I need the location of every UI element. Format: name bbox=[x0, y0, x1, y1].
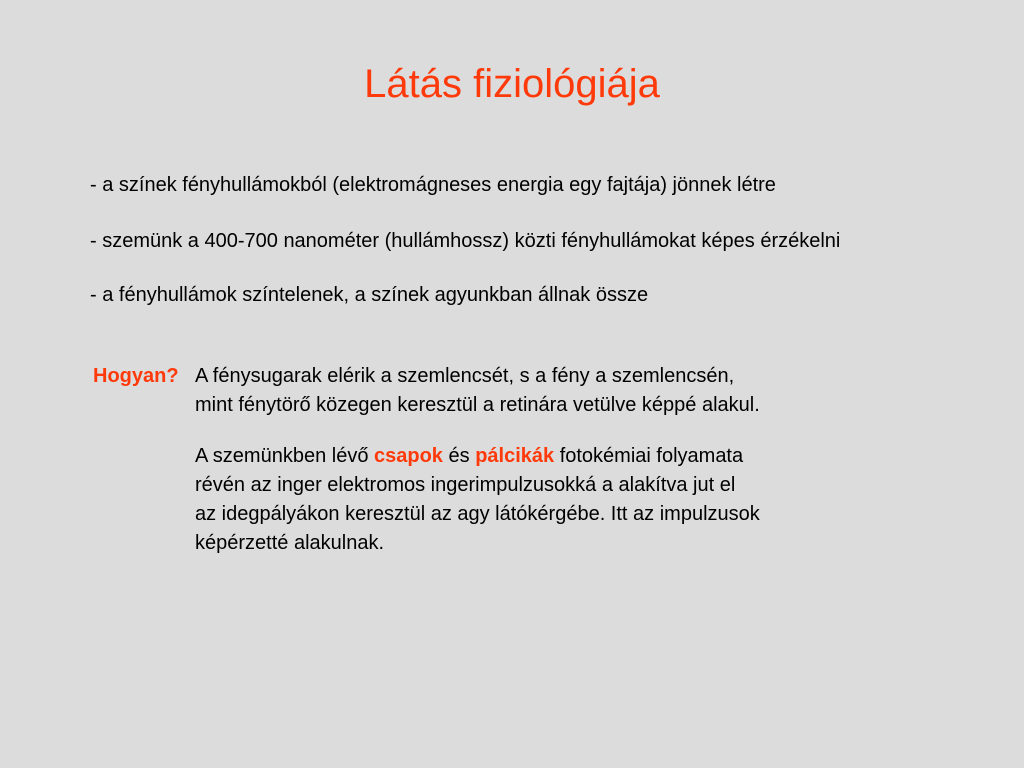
hogyan-label: Hogyan? bbox=[93, 365, 179, 387]
term-csapok: csapok bbox=[374, 445, 443, 467]
paragraph-line bbox=[195, 442, 760, 471]
bullet-item: - a fényhullámok színtelenek, a színek agyunkban állnak össze bbox=[90, 284, 649, 306]
paragraph-text: A szemünkben lévő bbox=[195, 445, 374, 467]
paragraph-text: fotokémiai folyamata bbox=[554, 445, 744, 467]
explanation-paragraph-2 bbox=[195, 442, 760, 558]
bullet-item: - szemünk a 400-700 nanométer (hullámhossz) közti fényhullámokat képes érzékelni bbox=[90, 230, 841, 252]
paragraph-line: az idegpályákon keresztül az agy látókérgébe. Itt az impulzusok bbox=[195, 503, 760, 525]
term-palcikak: pálcikák bbox=[475, 445, 555, 467]
paragraph-line: mint fénytörő közegen keresztül a retinára vetülve képpé alakul. bbox=[195, 394, 760, 416]
slide-title: Látás fiziológiája bbox=[364, 62, 660, 106]
paragraph-line: révén az inger elektromos ingerimpulzusokká a alakítva jut el bbox=[195, 474, 736, 496]
explanation-paragraph-1 bbox=[195, 362, 760, 420]
paragraph-text: és bbox=[442, 445, 476, 467]
paragraph-line: A fénysugarak elérik a szemlencsét, s a fény a szemlencsén, bbox=[195, 365, 735, 387]
bullet-item: - a színek fényhullámokból (elektromágneses energia egy fajtája) jönnek létre bbox=[90, 174, 776, 196]
paragraph-line: képérzetté alakulnak. bbox=[195, 532, 385, 554]
